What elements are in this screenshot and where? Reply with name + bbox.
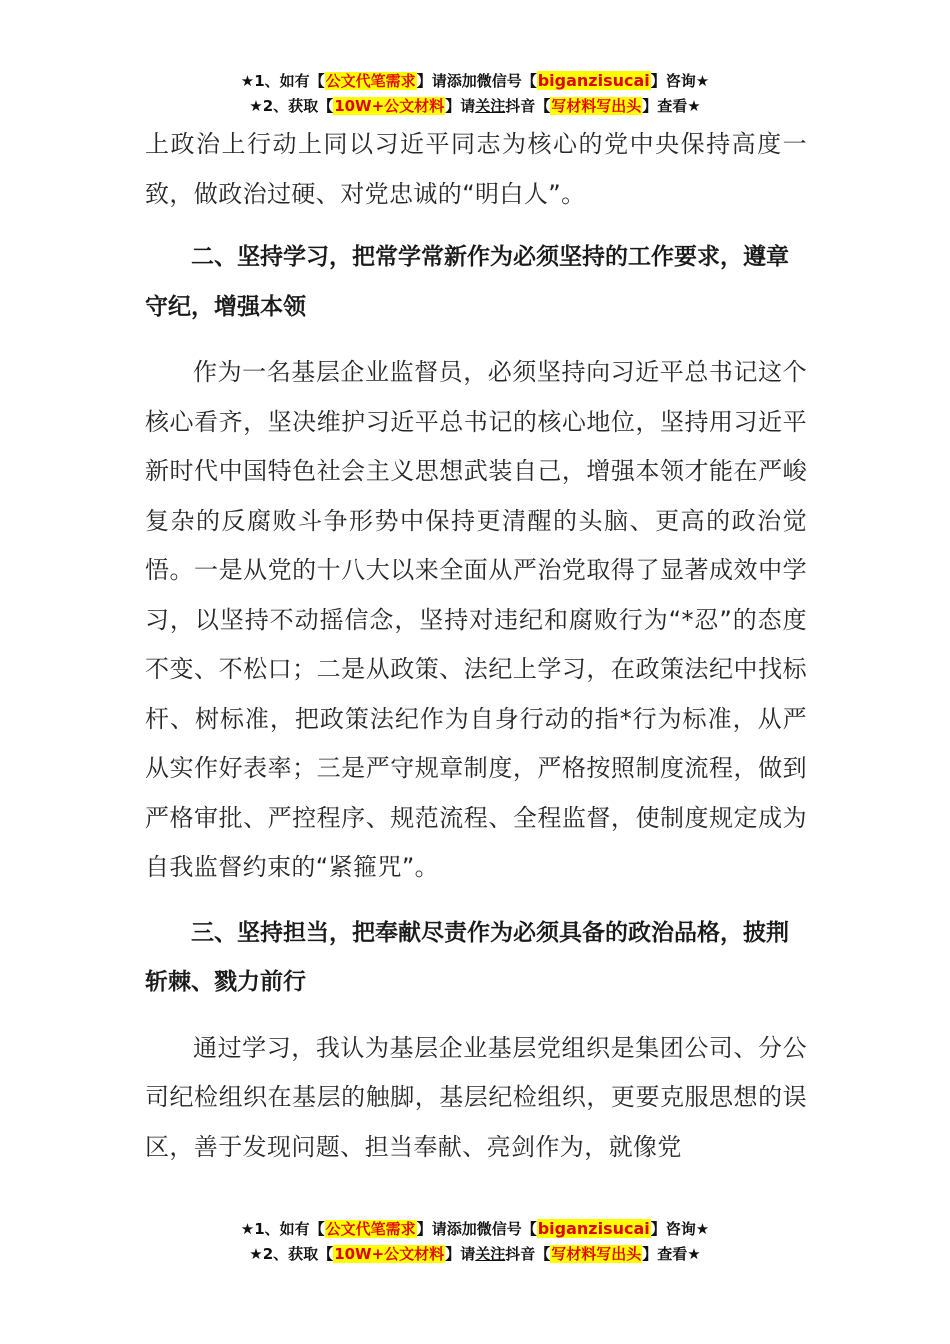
banner-text: 】请 (445, 1245, 476, 1263)
section-heading-2: 二、坚持学习，把常学常新作为必须坚持的工作要求，遵章守纪，增强本领 (145, 244, 789, 320)
highlight-materials: 10W+公文材料 (334, 1245, 445, 1263)
banner-text: 】请 (445, 97, 476, 115)
highlight-douyin: 写材料写出头 (551, 97, 642, 115)
highlight-materials: 10W+公文材料 (334, 97, 445, 115)
paragraph-continued: 上政治上行动上同以习近平同志为核心的党中央保持高度一致，做政治过硬、对党忠诚的“明白人”。 (145, 130, 807, 208)
banner-text: 】查看★ (642, 1245, 701, 1263)
banner-line-1 (0, 68, 950, 94)
highlight-douyin: 写材料写出头 (551, 1245, 642, 1263)
banner-text: 】咨询★ (650, 1220, 710, 1238)
banner-text: ★1、如有【 (240, 1220, 325, 1238)
banner-text: 抖音【 (505, 1245, 551, 1263)
banner-text-underlined: 关注 (475, 1245, 506, 1263)
section-heading-3: 三、坚持担当，把奉献尽责作为必须具备的政治品格，披荆斩棘、戮力前行 (145, 919, 789, 995)
banner-line-1 (0, 1216, 950, 1242)
highlight-service: 公文代笔需求 (325, 72, 416, 90)
header-banner (0, 68, 950, 119)
banner-text: ★1、如有【 (240, 72, 325, 90)
document-body (145, 120, 807, 1172)
banner-line-2 (0, 1242, 950, 1267)
footer-banner (0, 1216, 950, 1267)
paragraph-responsibility: 通过学习，我认为基层企业基层党组织是集团公司、分公司纪检组织在基层的触脚，基层纪检组织，更要克服思想的误区，善于发现问题、担当奉献、亮剑作为，就像党 (145, 1033, 807, 1161)
banner-text-underlined: 关注 (475, 97, 506, 115)
banner-text: 】查看★ (642, 97, 701, 115)
paragraph-study: 作为一名基层企业监督员，必须坚持向习近平总书记这个核心看齐，坚决维护习近平总书记的核心地位，坚持用习近平新时代中国特色社会主义思想武装自己，增强本领才能在严峻复杂的反腐败斗争形势中保持更清醒的头脑、更高的政治觉悟。一是从党的十八大以来全面从严治党取得了显著成效中学习，以坚持不动摇信念，坚持对违纪和腐败行为“*忍”的态度不变、不松口；二是从政策、法纪上学习，在政策法纪中找标杆、树标准，把政策法纪作为自身行动的指*行为标准，从严从实作好表率；三是严守规章制度，严格按照制度流程，做到严格审批、严控程序、规范流程、全程监督，使制度规定成为自我监督约束的“紧箍咒”。 (145, 358, 807, 881)
banner-text: 】请添加微信号【 (416, 72, 537, 90)
highlight-wechat-id: biganzisucai (537, 1219, 650, 1238)
highlight-service: 公文代笔需求 (325, 1220, 416, 1238)
banner-text: 】咨询★ (650, 72, 710, 90)
banner-text: ★2、获取【 (249, 1245, 334, 1263)
highlight-wechat-id: biganzisucai (537, 71, 650, 90)
banner-text: 抖音【 (505, 97, 551, 115)
banner-text: 】请添加微信号【 (416, 1220, 537, 1238)
banner-text: ★2、获取【 (249, 97, 334, 115)
banner-line-2 (0, 94, 950, 119)
